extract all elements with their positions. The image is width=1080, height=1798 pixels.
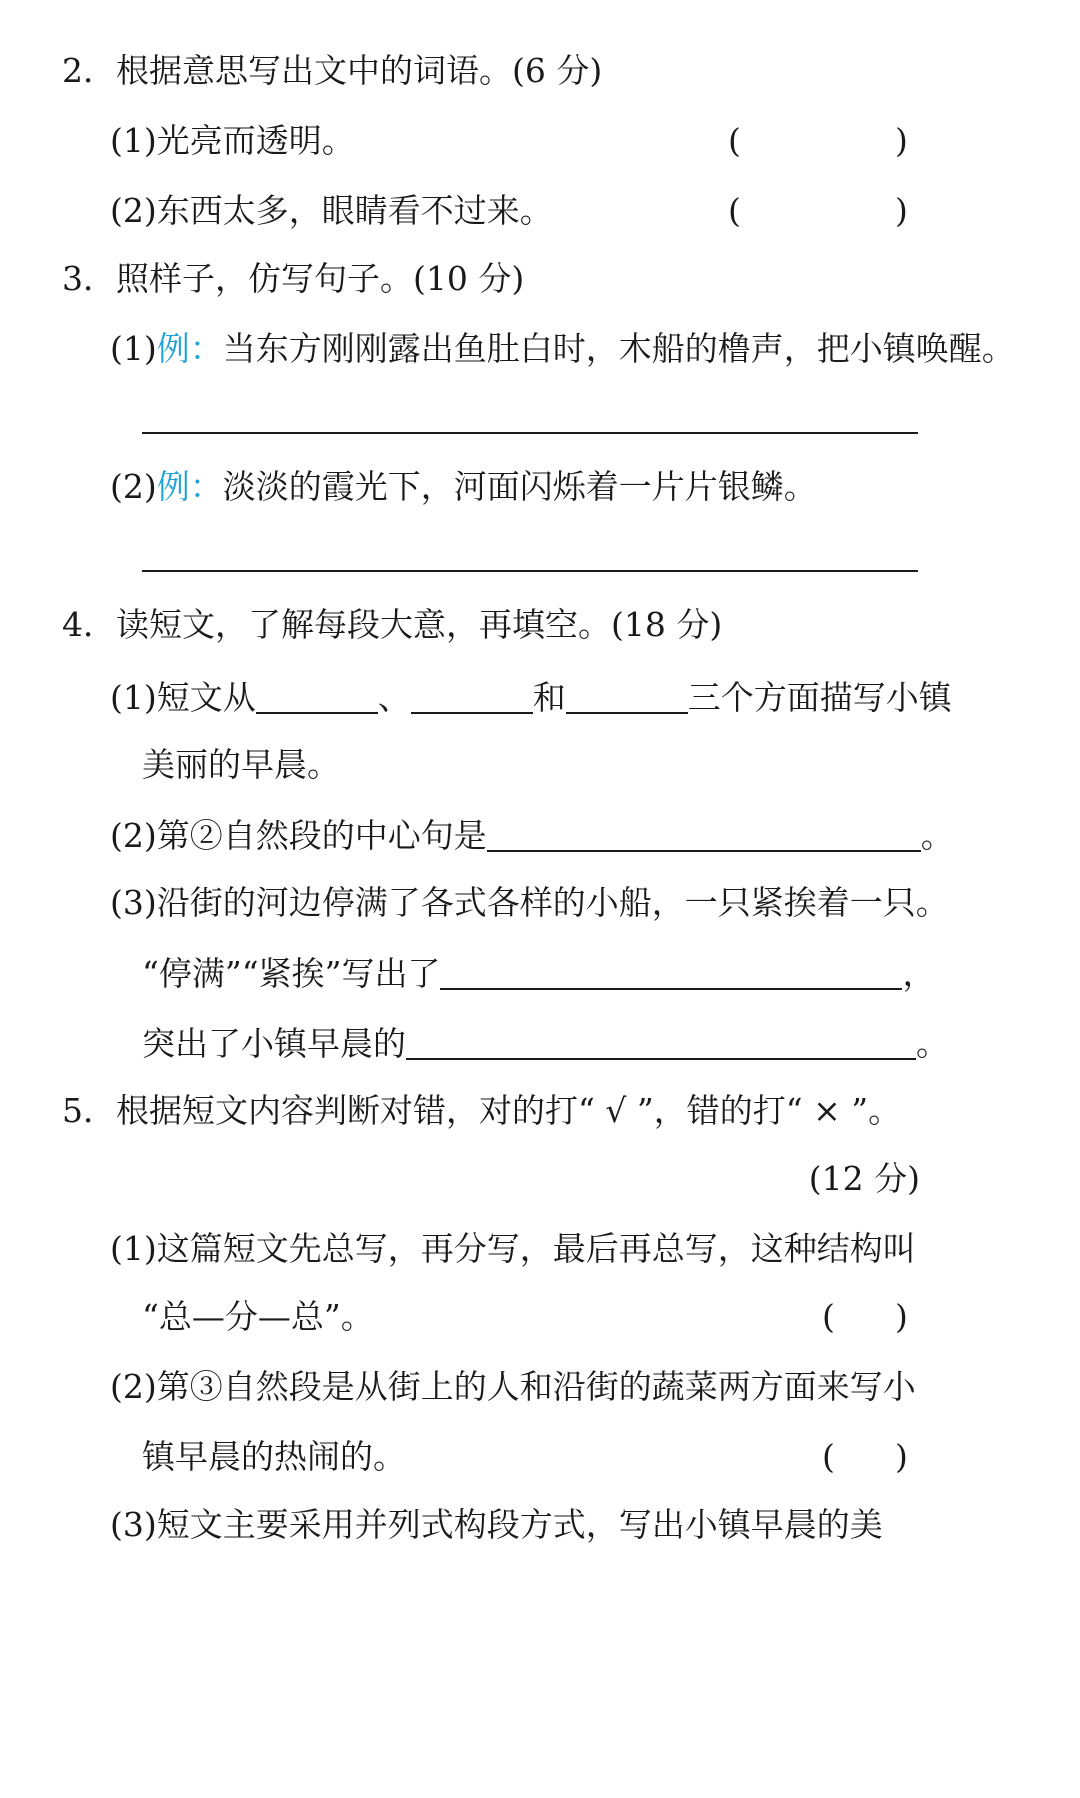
q4-item-2-blank[interactable] xyxy=(487,816,921,852)
q3-item-2-answer-line[interactable] xyxy=(142,570,918,572)
q2-item-1-answer-close: ) xyxy=(895,121,908,160)
q4-item-1-blank-1[interactable] xyxy=(256,678,378,714)
q4-item-2-period: 。 xyxy=(920,816,954,855)
q2-item-1-answer-open: ( xyxy=(728,121,741,160)
q3-item-1-number: (1) xyxy=(110,329,157,368)
q5-item-2-answer-close: ) xyxy=(895,1437,908,1476)
q5-item-2-answer-open: ( xyxy=(822,1437,835,1476)
q4-item-1-text-c: 和 xyxy=(532,678,566,717)
q4-item-3-line-3 xyxy=(142,1024,949,1063)
q3-item-2-example-label: 例： xyxy=(156,467,223,506)
q3-item-2 xyxy=(110,467,817,506)
q4-item-1-text-b: 、 xyxy=(377,678,411,717)
q5-item-2-line-2: 镇早晨的热闹的。 xyxy=(142,1437,406,1476)
q5-item-3-line-1: (3)短文主要采用并列式构段方式，写出小镇早晨的美 xyxy=(110,1505,883,1544)
q4-item-1-text-d: 三个方面描写小镇 xyxy=(687,678,952,717)
q2-item-2-answer-open: ( xyxy=(728,191,741,230)
q4-item-3-period: 。 xyxy=(916,1024,949,1063)
q3-item-2-text: 淡淡的霞光下，河面闪烁着一片片银鳞。 xyxy=(222,467,817,506)
q5-title: 5．根据短文内容判断对错，对的打“ √ ”，错的打“ × ”。 xyxy=(62,1091,902,1130)
q4-item-1-blank-3[interactable] xyxy=(566,678,688,714)
q4-item-3-prompt-2: 突出了小镇早晨的 xyxy=(142,1024,406,1063)
q2-item-2-text: (2)东西太多，眼睛看不过来。 xyxy=(110,191,553,230)
q4-title: 4．读短文，了解每段大意，再填空。(18 分) xyxy=(62,605,723,644)
q5-item-1-line-2: “总—分—总”。 xyxy=(142,1297,374,1336)
q4-item-2-text: (2)第②自然段的中心句是 xyxy=(110,816,487,855)
q4-item-3-comma: ， xyxy=(902,954,936,993)
q4-item-3-blank-2[interactable] xyxy=(406,1024,916,1060)
q5-score: (12 分) xyxy=(808,1159,920,1198)
q3-item-1-answer-line[interactable] xyxy=(142,432,918,434)
q3-item-2-number: (2) xyxy=(110,467,157,506)
q4-item-3-blank-1[interactable] xyxy=(440,954,902,990)
q3-item-1-text: 当东方刚刚露出鱼肚白时，木船的橹声，把小镇唤醒。 xyxy=(222,329,1015,368)
q3-title: 3．照样子，仿写句子。(10 分) xyxy=(62,259,525,298)
q2-title: 2．根据意思写出文中的词语。(6 分) xyxy=(62,51,603,90)
q4-item-1-blank-2[interactable] xyxy=(411,678,533,714)
q5-item-1-line-1: (1)这篇短文先总写，再分写，最后再总写，这种结构叫 xyxy=(110,1229,916,1268)
q2-item-2-answer-close: ) xyxy=(895,191,908,230)
q4-item-3-prompt-1: “停满”“紧挨”写出了 xyxy=(142,954,441,993)
q4-item-1-continuation: 美丽的早晨。 xyxy=(142,745,340,784)
q4-item-3-text: (3)沿街的河边停满了各式各样的小船，一只紧挨着一只。 xyxy=(110,883,949,922)
q5-item-2-line-1: (2)第③自然段是从街上的人和沿街的蔬菜两方面来写小 xyxy=(110,1367,916,1406)
q3-item-1 xyxy=(110,329,1015,368)
q5-item-1-answer-open: ( xyxy=(822,1297,835,1336)
q5-item-1-answer-close: ) xyxy=(895,1297,908,1336)
q4-item-2 xyxy=(110,816,954,855)
q2-item-1-text: (1)光亮而透明。 xyxy=(110,121,355,160)
q4-item-3-line-2 xyxy=(142,954,936,993)
q3-item-1-example-label: 例： xyxy=(156,329,223,368)
q4-item-1-text-a: (1)短文从 xyxy=(110,678,256,717)
q4-item-1 xyxy=(110,678,952,717)
